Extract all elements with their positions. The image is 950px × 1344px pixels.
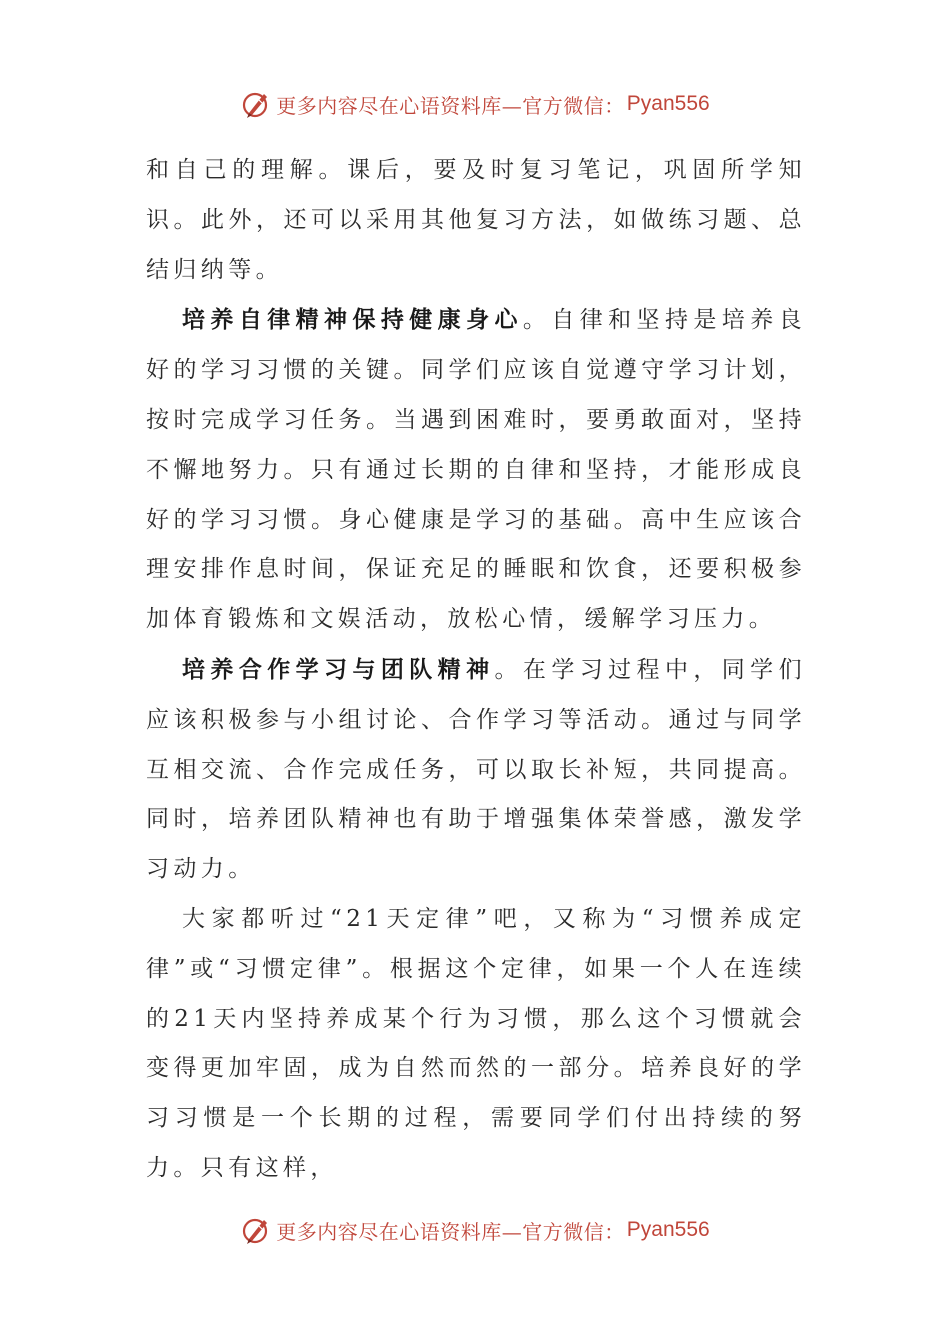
paragraph-2-heading: 培养自律精神保持健康身心 — [182, 306, 523, 334]
paragraph-2 — [146, 295, 806, 645]
paragraph-3-text: 。在学习过程中，同学们应该积极参与小组讨论、合作学习等活动。通过与同学互相交流、合作完成任务，可以取长补短，共同提高。同时，培养团队精神也有助于增强集体荣誉感，激发学习动力。 — [146, 656, 806, 883]
paragraph-3-heading: 培养合作学习与团队精神 — [182, 655, 495, 683]
footer-banner — [0, 1210, 950, 1250]
paragraph-4: 大家都听过“21天定律”吧，又称为“习惯养成定律”或“习惯定律”。根据这个定律，如果一个人在连续的21天内坚持养成某个行为习惯，那么这个习惯就会变得更加牢固，成为自然而然的一部分。培养良好的学习习惯是一个长期的过程，需要同学们付出持续的努力。只有这样， — [146, 905, 806, 1181]
paragraph-3 — [146, 645, 806, 895]
header-wechat-handle: Pyan556 — [626, 92, 710, 115]
header-promo-text: 更多内容尽在心语资料库—官方微信： — [276, 93, 625, 118]
pen-circle-logo-icon — [240, 88, 272, 120]
paragraph-1: 和自己的理解。课后，要及时复习笔记，巩固所学知识。此外，还可以采用其他复习方法，如做练习题、总结归纳等。 — [146, 157, 806, 283]
paragraph-2-text: 。自律和坚持是培养良好的学习习惯的关键。同学们应该自觉遵守学习计划，按时完成学习任务。当遇到困难时，要勇敢面对，坚持不懈地努力。只有通过长期的自律和坚持，才能形成良好的学习习惯。身心健康是学习的基础。高中生应该合理安排作息时间，保证充足的睡眠和饮食，还要积极参加体育锻炼和文娱活动，放松心情，缓解学习压力。 — [146, 307, 807, 633]
footer-wechat-handle: Pyan556 — [626, 1218, 710, 1241]
document-body — [146, 146, 806, 1194]
pen-circle-logo-icon — [240, 1214, 272, 1246]
header-banner — [0, 84, 950, 124]
footer-promo-text: 更多内容尽在心语资料库—官方微信： — [276, 1219, 625, 1244]
